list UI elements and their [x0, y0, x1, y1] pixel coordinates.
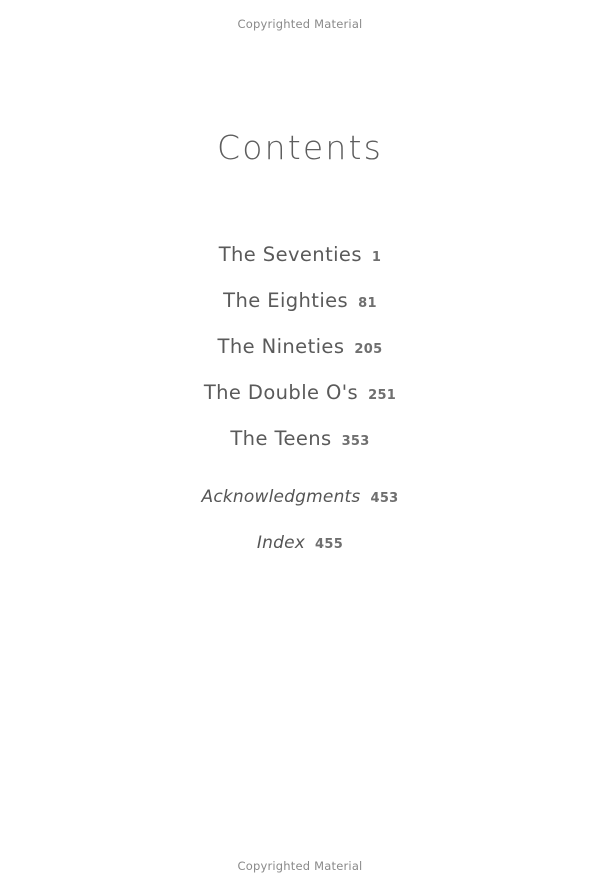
toc-entry-label: The Nineties	[217, 335, 345, 358]
toc-main-entries	[0, 243, 600, 473]
toc-entry[interactable]	[0, 243, 600, 289]
toc-entry-page-number: 455	[315, 537, 344, 552]
toc-entry-label: Index	[256, 533, 306, 553]
toc-entry-page-number: 251	[368, 388, 397, 403]
copyright-watermark-top: Copyrighted Material	[237, 17, 363, 31]
toc-entry-page-number: 205	[354, 342, 383, 357]
toc-back-matter-entries	[0, 487, 600, 579]
toc-entry-label: The Double O's	[203, 381, 359, 404]
toc-entry-index[interactable]	[0, 533, 600, 579]
toc-entry[interactable]	[0, 289, 600, 335]
toc-entry-label: The Seventies	[218, 243, 362, 266]
toc-entry-page-number: 453	[370, 491, 399, 506]
toc-entry-page-number: 1	[371, 250, 382, 265]
toc-entry-label: The Teens	[230, 427, 332, 450]
toc-entry[interactable]	[0, 427, 600, 473]
toc-entry-page-number: 81	[358, 296, 377, 311]
toc-entry[interactable]	[0, 381, 600, 427]
copyright-watermark-bottom: Copyrighted Material	[237, 859, 363, 873]
toc-entry[interactable]	[0, 335, 600, 381]
toc-entry-page-number: 353	[341, 434, 370, 449]
toc-entry-acknowledgments[interactable]	[0, 487, 600, 533]
toc-entry-label: Acknowledgments	[201, 487, 361, 507]
page-title: Contents	[216, 128, 384, 167]
toc-entry-label: The Eighties	[223, 289, 349, 312]
